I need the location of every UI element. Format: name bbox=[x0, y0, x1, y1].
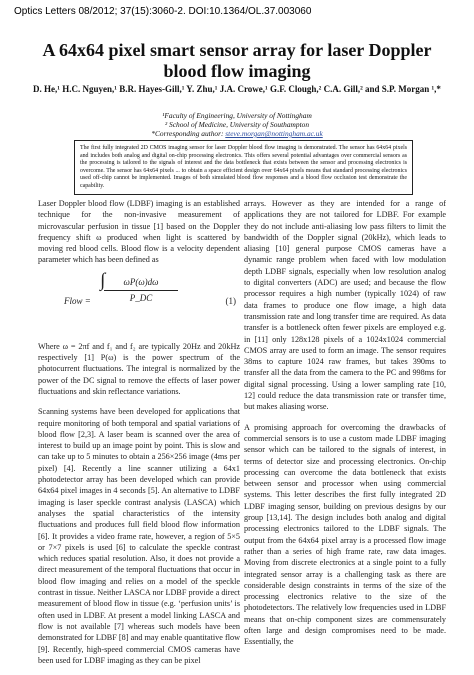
equation-lhs: Flow = bbox=[64, 295, 91, 306]
corresponding-prefix: *Corresponding author: bbox=[151, 129, 226, 138]
equation-denominator: P_DC bbox=[129, 293, 153, 304]
abstract-box bbox=[74, 140, 413, 195]
equation-1 bbox=[38, 269, 240, 333]
affiliation-2: ² School of Medicine, University of Southampton bbox=[164, 120, 310, 129]
author-list: D. He,¹ H.C. Nguyen,¹ B.R. Hayes-Gill,¹ Y. Zhu,¹ J.A. Crowe,¹ G.F. Clough,² C.A. Gill,² and S.P. Morgan ¹,* bbox=[33, 84, 441, 94]
paper-title: A 64x64 pixel smart sensor array for laser Doppler blood flow imaging bbox=[42, 40, 432, 81]
equation-numerator: ωP(ω)dω bbox=[123, 276, 159, 287]
right-column bbox=[244, 198, 446, 657]
equation-number: (1) bbox=[225, 295, 236, 306]
equation-integral: ∫ bbox=[100, 269, 106, 291]
left-column bbox=[38, 198, 240, 675]
intro-paragraph-4: arrays. However as they are intended for a range of applications they are not tailored for LDBF. For example they do not include anti-aliasing low pass filters to limit the bandwidth of the Doppler signal (20kHz), which leads to aliasing [10] general purpose CMOS cameras have a dynamic range problem when faced with low modulation depth LDBF signals, especially when low resolution analog to digital converters (ADC) are used; and because the flow processor requires a high number (typically 1024) of raw data frames to produce one flow image, a high data transmission rate and long transfer time are required. As data transfer is a bottleneck often fewer pixels are employed e.g. in [11] only 128x128 pixels of a 1024x1024 commercial CMOS array are used to form an image. The sensor requires 38ms to capture 1024 raw frames, but takes 390ms to transfer all the data from the camera to the PC and 998ms for digital signal processing. Using a lower sampling rate [10, 12] could reduce the data transmission rate or transfer time, but makes aliasing worse. bbox=[244, 199, 446, 412]
intro-paragraph-5: A promising approach for overcoming the drawbacks of commercial sensors is to use a custom made LDBF imaging sensor which can be tailored to the signals of interest, in terms of detector size and processing electronics. On-chip processing can overcome the data bottleneck that exists between sensor and processor when using commercial systems. This letter describes the first fully integrated 2D LDBF imaging sensor, building on previous designs by our group [13,14]. The design includes both analog and digital processing electronics tailored to the LDBF signals. The output from the 64x64 pixel array is a processed flow image rather than a series of high frame rate, raw data images. Moving from discrete electronics at a single point to a fully integrated sensor array is a challenging task as there are considerable design constraints in terms of the size of the processing electronics relative to the size of the photodetectors. The relatively low frequencies used in LDBF means that on-chip component sizes are commensurately often large and design compromises need to be made. Essentially, the bbox=[244, 422, 446, 647]
affiliations bbox=[24, 111, 450, 138]
fraction-bar bbox=[104, 290, 178, 291]
affiliation-1: ¹Faculty of Engineering, University of Nottingham bbox=[162, 111, 312, 120]
intro-paragraph-3: Scanning systems have been developed for applications that require monitoring of both temporal and spatial variations of blood flow [2,3]. A laser beam is scanned over the area of interest to build up an image point by point. This is slow and can take up to 5 minutes to obtain a 256×256 image (4ms per pixel) [4]. Recently a line scanner utilizing a 64x1 photodetector array has been developed which can provide 64x64 pixel images in 4 seconds [5]. An alternative to LDBF imaging is laser speckle contrast analysis (LASCA) which analyses the spatial characteristics of the intensity fluctuations and produces full field blood flow information [6]. It provides a video frame rate, however, a region of 5×5 or 7×7 pixels is used [6] to calculate the speckle contrast which reduces spatial resolution. Also, it does not provide a direct measurement of the temporal fluctuations that occur in blood flow imaging and relies on a model of the speckle contrast in tissue. Neither LASCA nor LDBF provide a direct measurement of blood flow in tissue (e.g. ‘perfusion units’ is often used in LDBF. At present a model linking LASCA and flow is not available [7] whereas such models have been demonstrated for LDBF [8] and may enable quantitative flow [9]. Recently, high-speed commercial CMOS cameras have been used for LDBF imaging as they can be pixel bbox=[38, 407, 240, 665]
intro-paragraph-1: Laser Doppler blood flow (LDBF) imaging is an established technique for the non-invasive measurement of microvascular perfusion in tissue [1] based on the Doppler frequency shift ω produced when light is scattered by moving red blood cells. Blood flow is a velocity dependent parameter which has been defined as bbox=[38, 199, 240, 265]
corresponding-author bbox=[24, 129, 450, 138]
author-email-link[interactable]: steve.morgan@nottingham.ac.uk bbox=[225, 129, 323, 138]
equation-fraction bbox=[104, 277, 178, 305]
journal-citation: Optics Letters 08/2012; 37(15):3060-2. DOI:10.1364/OL.37.003060 bbox=[14, 6, 312, 17]
abstract-text: The first fully integrated 2D CMOS imaging sensor for laser Doppler blood flow imaging is demonstrated. The sensor has 64x64 pixels and includes both analog and digital on-chip processing electronics. This offers several potential advantages over commercial sensors as the processing is tailored to the signals of interest and the data bottleneck that exists between the sensor and processing electronics is overcome. The sensor has 64x64 pixels ... to obtain a space efficient design over 64x64 pixels means that standard processing electronics used off-chip cannot be implemented. Images of both simulated blood flow responses and a blood flow occlusion test demonstrate the capability. bbox=[80, 145, 407, 189]
intro-paragraph-2: Where ω = 2πf and f₁ and f₂ are typically 20Hz and 20kHz respectively [1] P(ω) is the power spectrum of the photocurrent fluctuations. The integral is normalized by the power of the DC signal to remove the effects of laser power fluctuations and skin reflectance variations. bbox=[38, 341, 240, 396]
